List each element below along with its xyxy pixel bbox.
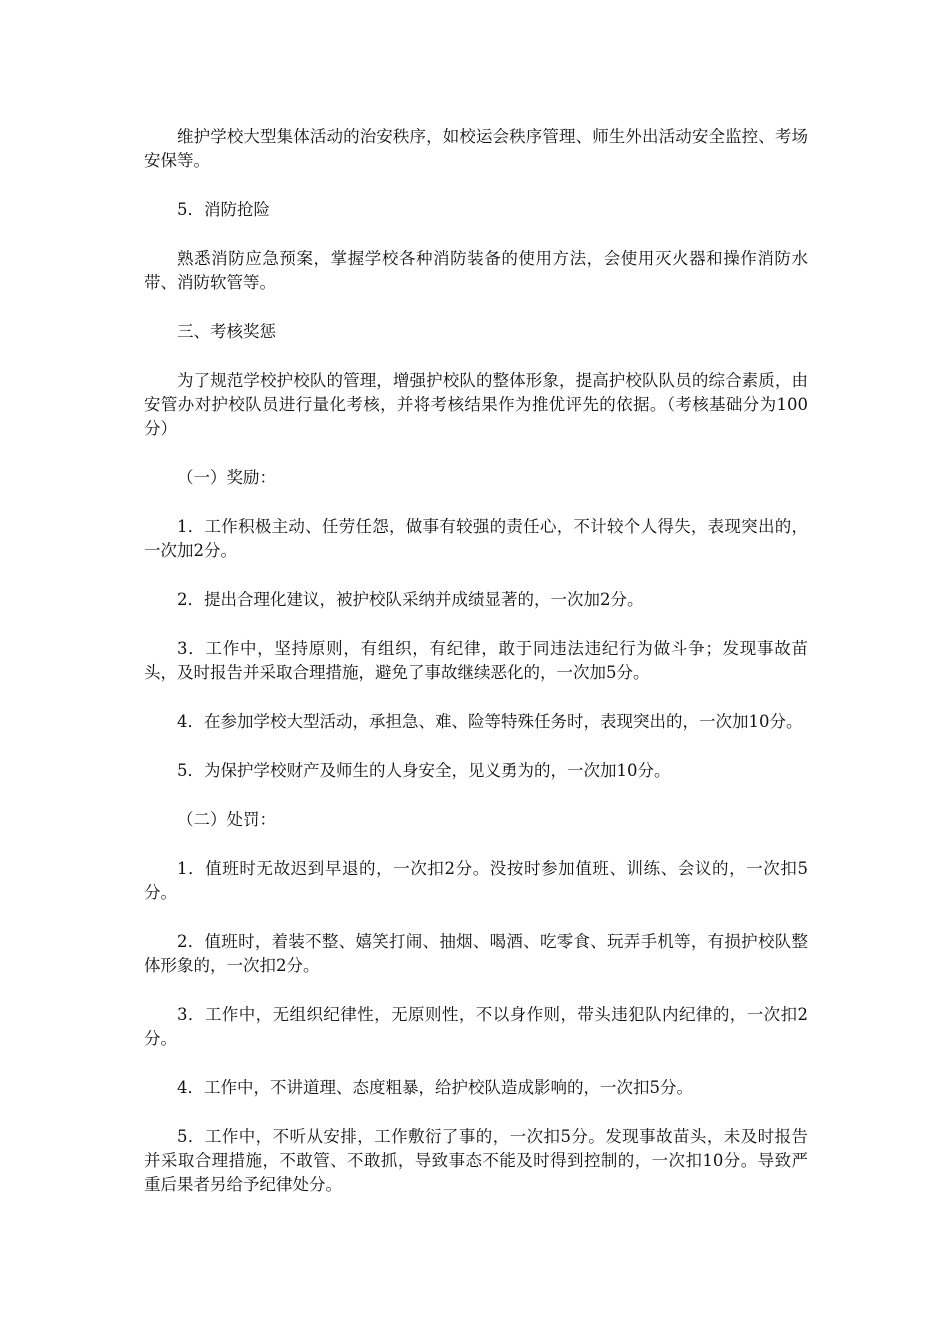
document-page (144, 125, 808, 1222)
penalty-item-1: 1．值班时无故迟到早退的，一次扣2分。没按时参加值班、训练、会议的，一次扣5分。 (144, 859, 808, 902)
heading-penalties: （二）处罚： (177, 810, 276, 829)
reward-item-4: 4．在参加学校大型活动，承担急、难、险等特殊任务时，表现突出的，一次加10分。 (177, 712, 803, 731)
penalty-item-3: 3．工作中，无组织纪律性，无原则性，不以身作则，带头违犯队内纪律的，一次扣2分。 (144, 1005, 808, 1048)
reward-item-5: 5．为保护学校财产及师生的人身安全，见义勇为的，一次加10分。 (177, 761, 671, 780)
reward-item-1: 1．工作积极主动、任劳任怨，做事有较强的责任心，不计较个人得失，表现突出的，一次加2分。 (144, 517, 808, 560)
paragraph-assessment-intro: 为了规范学校护校队的管理，增强护校队的整体形象，提高护校队队员的综合素质，由安管办对护校队员进行量化考核，并将考核结果作为推优评先的依据。（考核基础分为100分） (144, 371, 808, 438)
penalty-item-5: 5．工作中，不听从安排，工作敷衍了事的，一次扣5分。发现事故苗头，未及时报告并采取合理措施，不敢管、不敢抓，导致事态不能及时得到控制的，一次扣10分。导致严重后果者另给予纪律处分。 (144, 1127, 808, 1194)
heading-fire-rescue: 5．消防抢险 (177, 200, 270, 219)
reward-item-3: 3．工作中，坚持原则，有组织，有纪律，敢于同违法违纪行为做斗争；发现事故苗头，及时报告并采取合理措施，避免了事故继续恶化的，一次加5分。 (144, 639, 808, 682)
heading-rewards: （一）奖励： (177, 468, 276, 487)
reward-item-2: 2．提出合理化建议，被护校队采纳并成绩显著的，一次加2分。 (177, 590, 644, 609)
heading-assessment: 三、考核奖惩 (177, 322, 276, 341)
penalty-item-2: 2．值班时，着装不整、嬉笑打闹、抽烟、喝酒、吃零食、玩弄手机等，有损护校队整体形象的，一次扣2分。 (144, 932, 808, 975)
paragraph-activity-security: 维护学校大型集体活动的治安秩序，如校运会秩序管理、师生外出活动安全监控、考场安保等。 (144, 127, 808, 170)
paragraph-fire-rescue: 熟悉消防应急预案，掌握学校各种消防装备的使用方法，会使用灭火器和操作消防水带、消防软管等。 (144, 249, 808, 292)
penalty-item-4: 4．工作中，不讲道理、态度粗暴，给护校队造成影响的，一次扣5分。 (177, 1078, 693, 1097)
